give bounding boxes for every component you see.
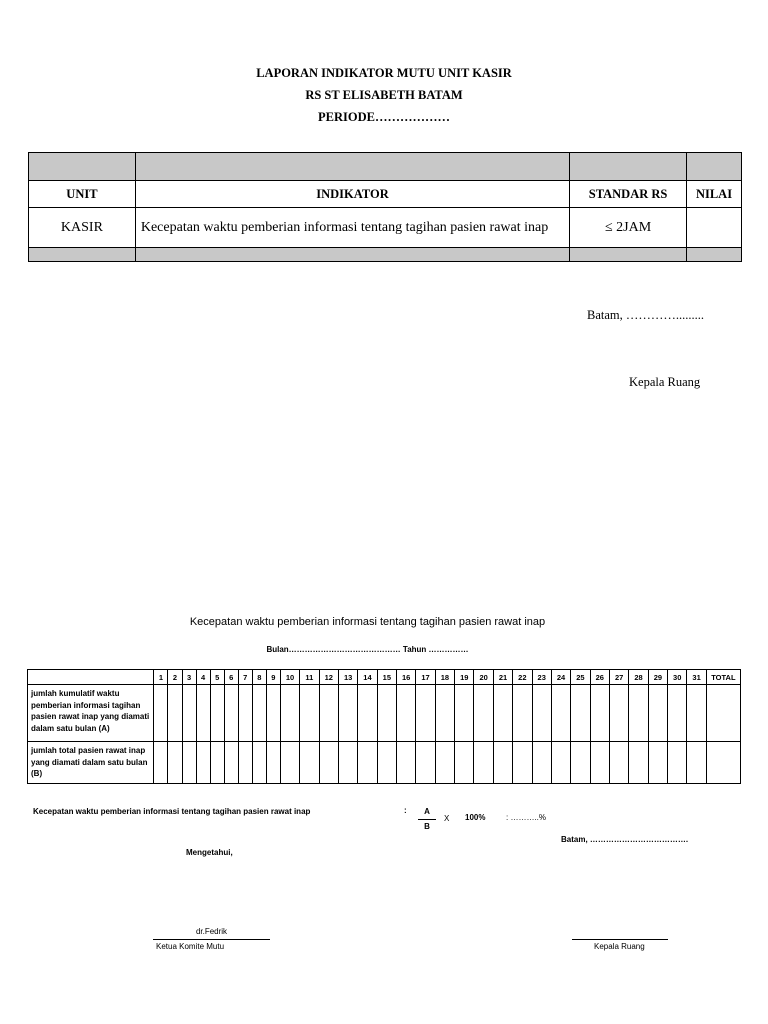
day-cell	[168, 685, 182, 742]
day-header: 6	[224, 670, 238, 685]
day-cell	[474, 742, 493, 784]
table-shaded-row	[29, 153, 742, 181]
day-cell	[377, 685, 396, 742]
day-header: 20	[474, 670, 493, 685]
right-signer-role: Kepala Ruang	[594, 942, 645, 951]
fraction-bar	[418, 819, 436, 820]
formula-times: X	[444, 814, 450, 823]
day-cell	[319, 685, 338, 742]
day-cell	[196, 685, 210, 742]
day-cell	[629, 742, 648, 784]
day-cell	[300, 685, 319, 742]
day-header: 17	[416, 670, 435, 685]
day-cell	[668, 742, 687, 784]
day-cell	[571, 742, 590, 784]
formula-colon: :	[404, 806, 407, 815]
header-value: NILAI	[687, 181, 742, 208]
day-cell	[551, 685, 570, 742]
day-cell	[300, 742, 319, 784]
day-cell	[280, 685, 299, 742]
hospital-name: RS ST ELISABETH BATAM	[305, 88, 463, 102]
day-cell	[154, 742, 168, 784]
day-header: 5	[210, 670, 224, 685]
formula-denominator: B	[424, 822, 430, 831]
day-header: 24	[551, 670, 570, 685]
day-header: 1	[154, 670, 168, 685]
day-cell	[319, 742, 338, 784]
day-header: 15	[377, 670, 396, 685]
day-header: 23	[532, 670, 551, 685]
left-signer-name: dr.Fedrik	[195, 927, 228, 936]
day-header: 2	[168, 670, 182, 685]
day-cell	[416, 742, 435, 784]
table-shaded-row	[29, 248, 742, 262]
day-cell	[252, 742, 266, 784]
day-header: 10	[280, 670, 299, 685]
day-header: 28	[629, 670, 648, 685]
day-cell	[590, 742, 609, 784]
header-standard: STANDAR RS	[570, 181, 687, 208]
day-cell	[266, 742, 280, 784]
place-date: Batam, ………….........	[587, 308, 705, 322]
day-header: 12	[319, 670, 338, 685]
day-header: 26	[590, 670, 609, 685]
table-row	[29, 208, 742, 248]
day-cell	[210, 685, 224, 742]
day-cell	[397, 685, 416, 742]
formula-result: : ………..%	[506, 813, 547, 822]
day-header: 13	[338, 670, 357, 685]
day-cell	[377, 742, 396, 784]
day-header: 21	[493, 670, 512, 685]
cell-value	[687, 208, 742, 248]
day-cell	[609, 685, 628, 742]
row-a-label: jumlah kumulatif waktu pemberian informasi tagihan pasien rawat inap yang diamati dalam satu bulan (A)	[28, 685, 154, 742]
grid-corner-cell	[28, 670, 154, 685]
day-header: 22	[513, 670, 532, 685]
day-cell	[182, 742, 196, 784]
day-cell	[648, 742, 667, 784]
day-cell	[416, 685, 435, 742]
table-header-row	[29, 181, 742, 208]
total-cell	[706, 742, 740, 784]
day-cell	[474, 685, 493, 742]
form-title: Kecepatan waktu pemberian informasi tentang tagihan pasien rawat inap	[189, 616, 546, 628]
day-header: 7	[238, 670, 252, 685]
daily-grid	[27, 669, 741, 784]
header-unit: UNIT	[29, 181, 136, 208]
day-cell	[648, 685, 667, 742]
signer-role: Kepala Ruang	[629, 375, 701, 389]
day-cell	[196, 742, 210, 784]
acknowledged-label: Mengetahui,	[186, 848, 233, 857]
day-cell	[182, 685, 196, 742]
day-cell	[358, 685, 377, 742]
day-cell	[513, 685, 532, 742]
indicator-table	[28, 152, 742, 262]
day-header: 8	[252, 670, 266, 685]
day-cell	[238, 685, 252, 742]
day-cell	[338, 742, 357, 784]
day-header: 14	[358, 670, 377, 685]
table-row	[28, 742, 741, 784]
row-b-label: jumlah total pasien rawat inap yang diamati dalam satu bulan (B)	[28, 742, 154, 784]
day-cell	[532, 685, 551, 742]
day-header: 18	[435, 670, 454, 685]
day-cell	[210, 742, 224, 784]
day-header: 11	[300, 670, 319, 685]
formula-numerator: A	[424, 807, 430, 816]
day-cell	[551, 742, 570, 784]
day-header: 19	[455, 670, 474, 685]
day-cell	[571, 685, 590, 742]
left-signature-line	[153, 939, 270, 940]
day-cell	[687, 685, 706, 742]
formula-percent: 100%	[465, 813, 486, 822]
day-cell	[224, 685, 238, 742]
day-cell	[238, 742, 252, 784]
table-row	[28, 685, 741, 742]
day-cell	[266, 685, 280, 742]
day-header: 29	[648, 670, 667, 685]
day-cell	[513, 742, 532, 784]
day-header: 27	[609, 670, 628, 685]
total-cell	[706, 685, 740, 742]
day-cell	[168, 742, 182, 784]
day-header: 16	[397, 670, 416, 685]
day-header: 4	[196, 670, 210, 685]
formula-label: Kecepatan waktu pemberian informasi tentang tagihan pasien rawat inap	[33, 807, 311, 816]
day-cell	[435, 685, 454, 742]
day-header: 3	[182, 670, 196, 685]
day-header: 9	[266, 670, 280, 685]
day-cell	[435, 742, 454, 784]
day-header: 30	[668, 670, 687, 685]
day-cell	[280, 742, 299, 784]
day-cell	[154, 685, 168, 742]
header-indicator: INDIKATOR	[135, 181, 569, 208]
day-cell	[358, 742, 377, 784]
day-cell	[252, 685, 266, 742]
day-cell	[609, 742, 628, 784]
day-cell	[224, 742, 238, 784]
day-cell	[455, 742, 474, 784]
day-cell	[455, 685, 474, 742]
day-cell	[493, 742, 512, 784]
day-cell	[590, 685, 609, 742]
left-signer-role: Ketua Komite Mutu	[156, 942, 225, 951]
month-year-line: Bulan…………………………………… Tahun ……………	[266, 645, 469, 654]
day-header: 31	[687, 670, 706, 685]
grid-header-row	[28, 670, 741, 685]
total-header: TOTAL	[706, 670, 740, 685]
cell-standard: ≤ 2JAM	[570, 208, 687, 248]
form-place-date: Batam, ……………………………….	[561, 835, 689, 844]
cell-unit: KASIR	[29, 208, 136, 248]
day-cell	[629, 685, 648, 742]
day-header: 25	[571, 670, 590, 685]
day-cell	[493, 685, 512, 742]
report-title: LAPORAN INDIKATOR MUTU UNIT KASIR	[256, 66, 512, 80]
day-cell	[687, 742, 706, 784]
right-signature-line	[572, 939, 668, 940]
day-cell	[668, 685, 687, 742]
day-cell	[532, 742, 551, 784]
report-period: PERIODE………………	[318, 110, 450, 124]
cell-indicator: Kecepatan waktu pemberian informasi tentang tagihan pasien rawat inap	[135, 208, 569, 248]
day-cell	[338, 685, 357, 742]
day-cell	[397, 742, 416, 784]
